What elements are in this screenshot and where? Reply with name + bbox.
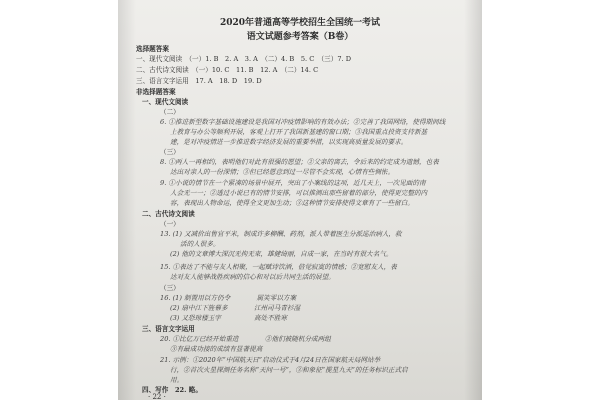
answer-15-line-1: 15. ①表达了不能与友人相聚，一起赋诗饮酒，倍觉寂寞的情感；②宽慰友人，表 [160, 263, 397, 271]
section-2-heading: 二、古代诗文阅读 [142, 210, 195, 218]
section-1-heading: 一、现代文阅读 [142, 98, 189, 106]
choice-line-3: 三、语言文字运用 17. A 18. D 19. D [136, 77, 262, 85]
answer-13-line-2: 活的人很多。 [180, 240, 220, 248]
section-4-heading: 四、写作 22. 略。 [142, 386, 202, 394]
choice-heading: 选择题答案 [136, 45, 169, 53]
nonchoice-heading: 非选择题答案 [136, 88, 176, 96]
section-2-part-1: （一） [160, 220, 180, 228]
answer-13-line-3: (2) 他的文章博大深沉无拘无束，雄健绮丽，自成一家，在当时有很大名气。 [170, 250, 393, 258]
answer-6-line-3: 建，是对冲疫情进一步推进数字经济发展的重要举措，以实现高质量发展的要求。 [170, 138, 408, 146]
answer-21-line-2: 行，②首次火星探测任务名称“天问一号”，③和象征“揽星九天”的任务标识正式启 [170, 366, 408, 374]
answer-16-line-2: (2) 扇中江下旌幕多 江州司马青衫湿 [170, 304, 301, 312]
exam-title: 2020年普通高等学校招生全国统一考试 [219, 18, 381, 28]
page-right-shadow [464, 0, 482, 400]
answer-21-line-1: 21. 示例：①2020年“中国航天日”启动仪式于4月24日在国家航天局网站举 [160, 356, 381, 364]
answer-8-line-1: 8. ①两人一再相约，表明他们对此有很强的愿望；②父亲的离去，令后来的约定成为遗憾，也表 [160, 158, 439, 166]
answer-9-line-2: 人会无一一；②透过小说已有的情节安排，可以推测出那些留着的部分，使得更完整的内 [170, 189, 428, 197]
answer-9-line-3: 容，表现出人物命运，使得全文更加生动；③这种情节安排使得文章有了一些留白。 [170, 199, 414, 207]
answer-21-line-3: 用。 [170, 376, 184, 384]
answer-20-line-1: 20. ①比亿万已经开始重造 ②他们被随机分成两组 [160, 335, 331, 343]
section-1-part-2: （二） [160, 108, 180, 116]
answer-20-line-2: ③有最成功接的成绩有显著提高 [170, 345, 263, 353]
answer-8-line-2: 达出对亲人的一份深情；③但已经愿意到过一尽管不会实现，心情有些惆怅。 [170, 168, 395, 176]
answer-6-line-2: 上教育与办公等顺利开展，客观上打开了我国新基建的窗口期；③我国重点投资支持新基 [170, 128, 428, 136]
section-1-part-3: （三） [160, 148, 180, 156]
answer-15-line-2: 达对友人能够战胜疾病的信心和对以后共同生活的展望。 [170, 273, 335, 281]
section-2-part-3: （三） [160, 284, 180, 292]
choice-line-2: 二、古代诗文阅读 （一）10. C 11. B 12. A （二）14. C [136, 66, 319, 74]
answer-16-line-3: (3) 又恐琼楼玉宇 高处不胜寒 [170, 314, 287, 322]
page-number: · 22 · [148, 393, 166, 400]
section-3-heading: 三、语言文字运用 [142, 325, 195, 333]
answer-sheet-page [118, 0, 482, 400]
answer-6-line-1: 6. ①推进新型数字基础设施建设是我国对冲疫情影响的有效办法；②完善了我国网络，使得期间线 [160, 118, 446, 126]
answer-9-line-1: 9. ①小说的情节在一个紧凑的场景中展开，突出了小案线的这项，近几天上，一次见面的南 [160, 179, 426, 187]
answer-16-line-1: 16. (1) 制置用以方仍令 属笑零以方案 [160, 294, 297, 302]
answer-title: 语文试题参考答案（B卷） [246, 32, 354, 42]
answer-13-line-1: 13. (1) 又减价出售官平米，制成许多柳酬、药剂，派人带着医生分派巡治病人，救 [160, 230, 402, 238]
page-left-shadow [118, 0, 136, 400]
choice-line-1: 一、现代文阅读 （一）1. B 2. A 3. A （二）4. B 5. C （三）7. D [136, 55, 352, 63]
